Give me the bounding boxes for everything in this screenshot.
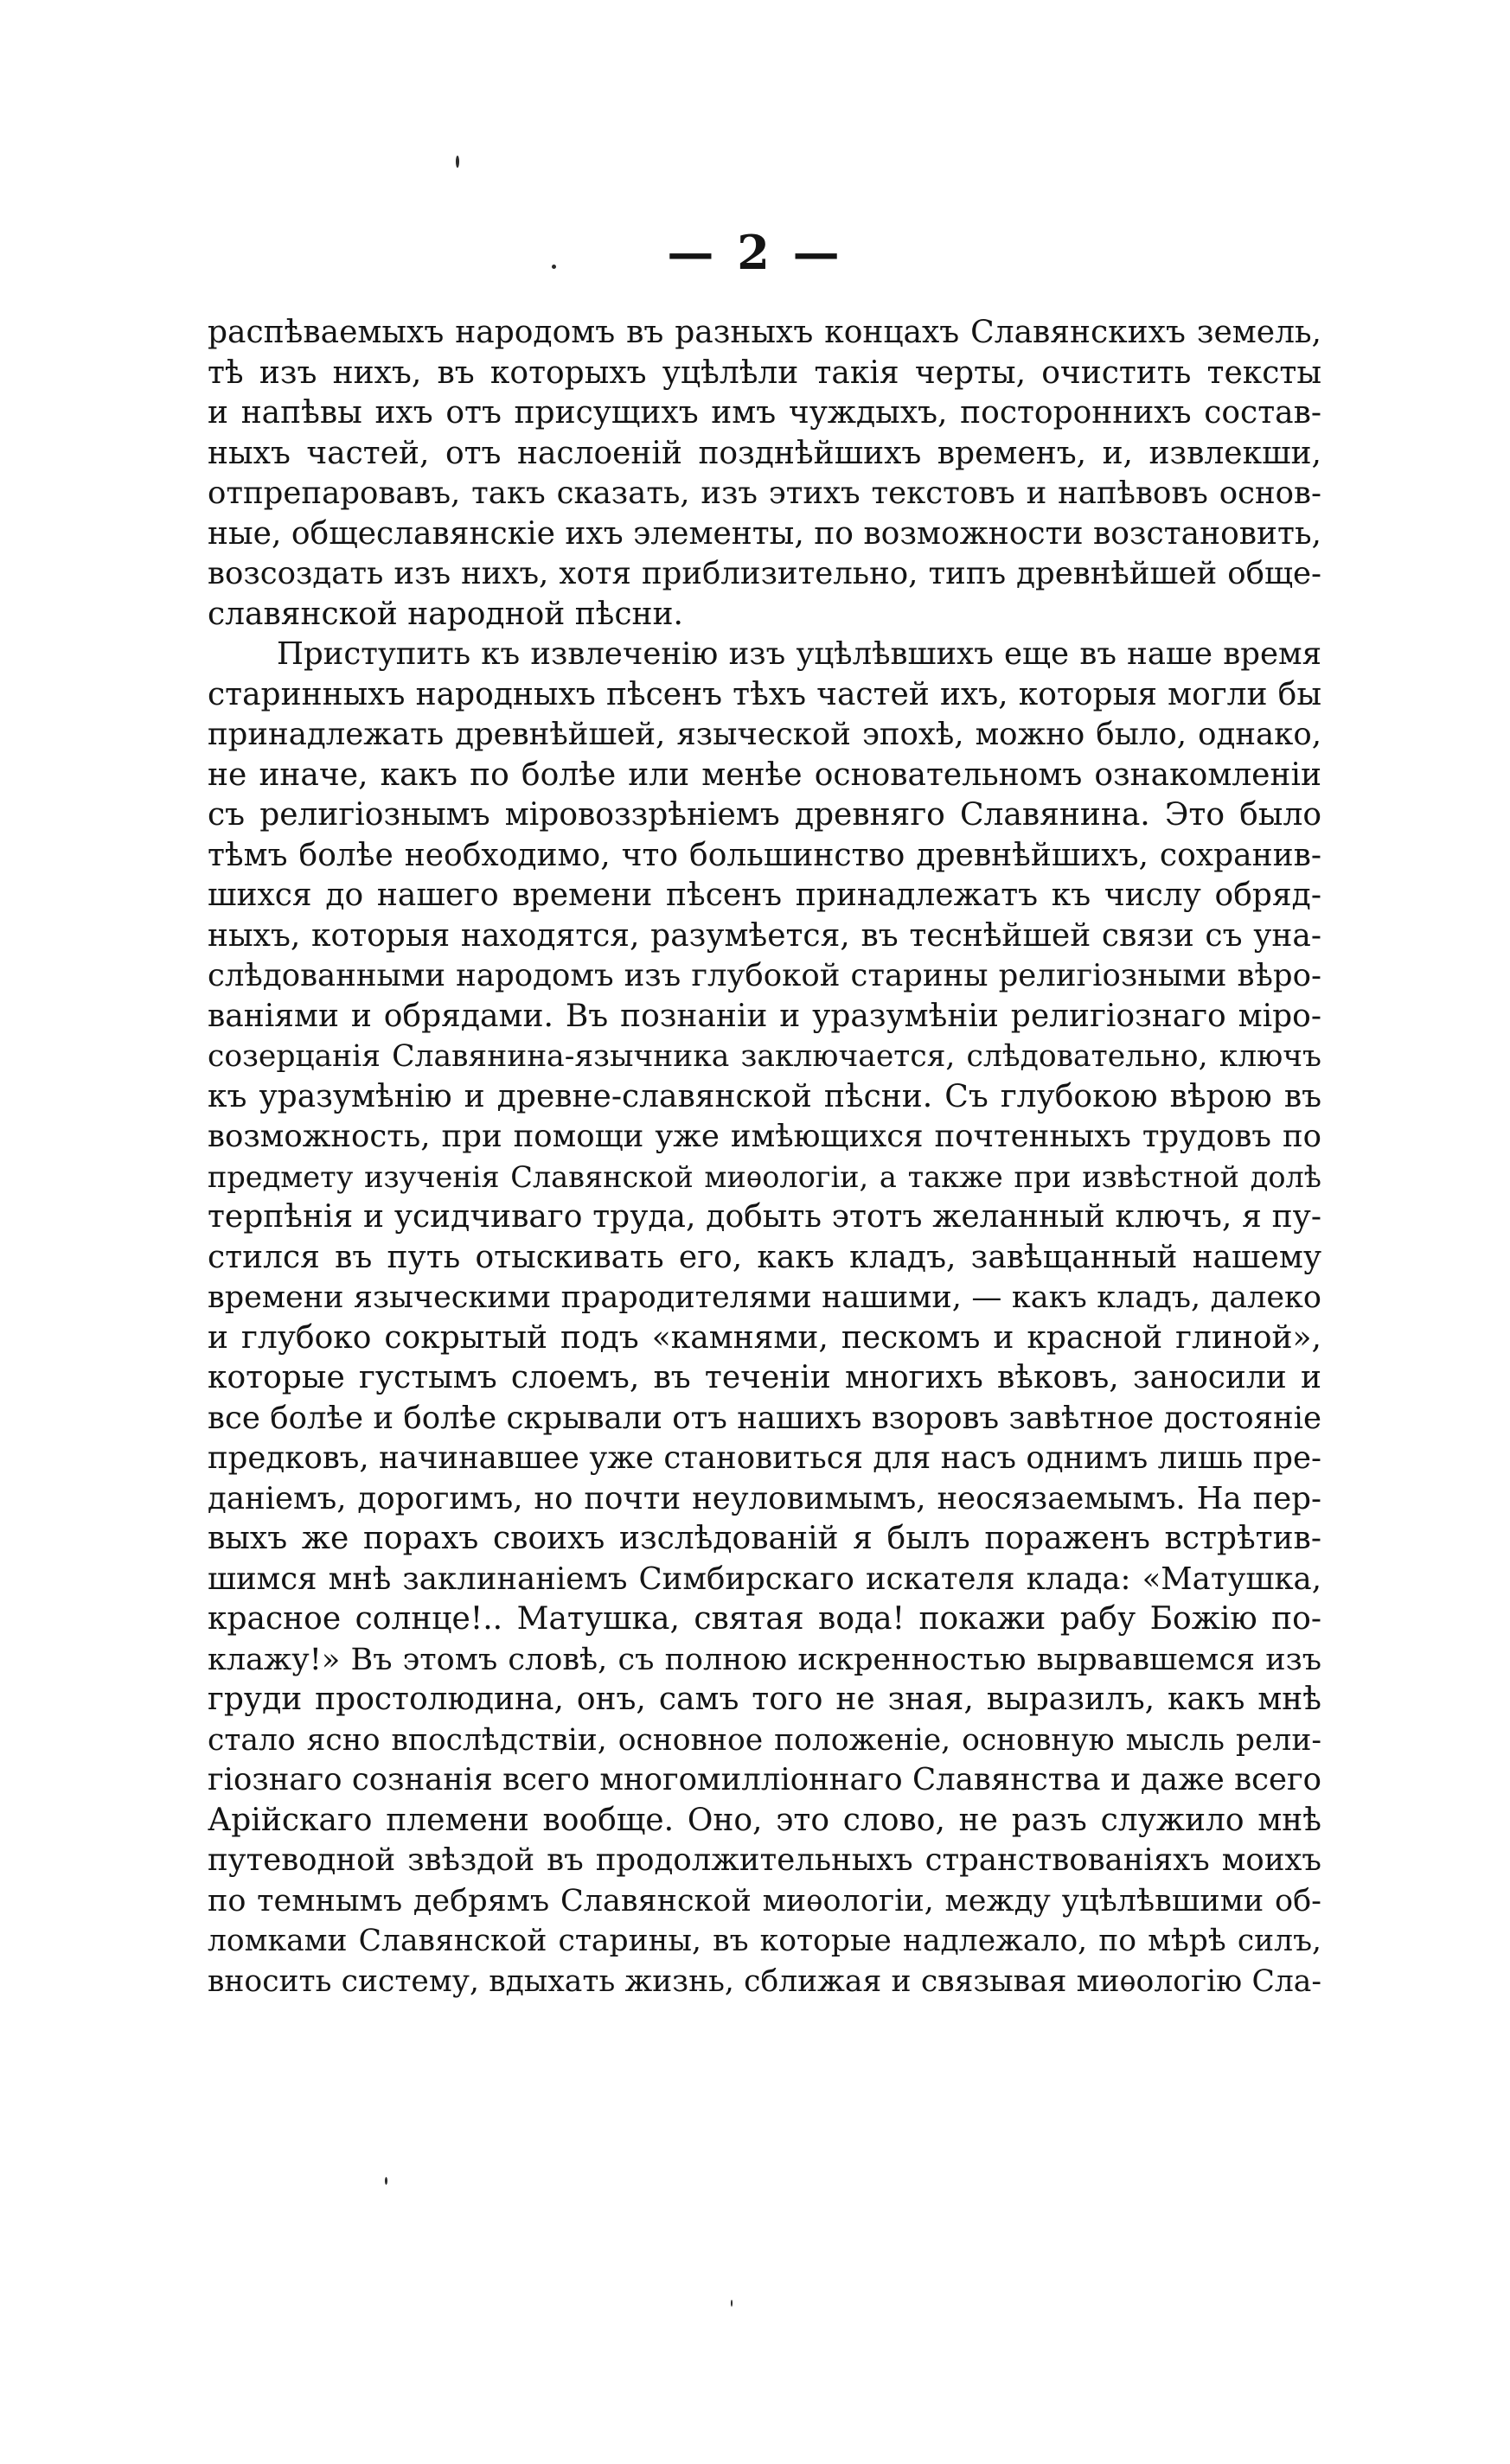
text-line: и глубоко сокрытый подъ «камнями, пескомъ и красной глиной», — [208, 1319, 1321, 1356]
text-line: тѣмъ болѣе необходимо, что большинство древнѣйшихъ, сохранив- — [208, 837, 1321, 873]
text-line: возсоздать изъ нихъ, хотя приблизительно, типъ древнѣйшей обще- — [208, 556, 1321, 591]
scan-speck — [456, 156, 459, 168]
text-line: все болѣе и болѣе скрывали отъ нашихъ взоровъ завѣтное достояніе — [208, 1400, 1321, 1436]
text-line: славянской народной пѣсни. — [208, 596, 683, 632]
text-line: стился въ путь отыскивать его, какъ кладъ, завѣщанный нашему — [208, 1239, 1321, 1275]
text-line: Приступить къ извлеченію изъ уцѣлѣвшихъ еще въ наше время — [277, 636, 1321, 672]
text-line: къ уразумѣнію и древне-славянской пѣсни. Съ глубокою вѣрою въ — [208, 1078, 1321, 1114]
text-line: созерцанія Славянина-язычника заключается, слѣдовательно, ключъ — [208, 1039, 1321, 1074]
text-line: шимся мнѣ заклинаніемъ Симбирскаго искателя клада: «Матушка, — [208, 1561, 1321, 1597]
text-line: предмету изученія Славянской миѳологіи, а также при извѣстной долѣ — [208, 1159, 1321, 1194]
text-line: тѣ изъ нихъ, въ которыхъ уцѣлѣли такія черты, очистить тексты — [208, 354, 1321, 391]
scan-speck — [731, 2300, 733, 2307]
text-line: красное солнце!.. Матушка, святая вода! покажи рабу Божію по- — [208, 1601, 1321, 1637]
page-number: — 2 — — [667, 225, 843, 280]
text-line: ломками Славянской старины, въ которые надлежало, по мѣрѣ силъ, — [208, 1924, 1321, 1958]
scan-speck — [385, 2177, 387, 2185]
text-line: терпѣнія и усидчиваго труда, добыть этотъ желанный ключъ, я пу- — [208, 1199, 1321, 1235]
text-line: клажу!» Въ этомъ словѣ, съ полною искренностью вырвавшемся изъ — [208, 1642, 1321, 1677]
text-line: ныхъ частей, отъ наслоеній позднѣйшихъ временъ, и, извлекши, — [208, 435, 1321, 471]
text-line: ные, общеславянскіе ихъ элементы, по возможности возстановить, — [208, 515, 1321, 552]
text-line: даніемъ, дорогимъ, но почти неуловимымъ, неосязаемымъ. На пер- — [208, 1480, 1321, 1516]
text-line: распѣваемыхъ народомъ въ разныхъ концахъ Славянскихъ земель, — [208, 315, 1321, 350]
text-line: которые густымъ слоемъ, въ теченіи многихъ вѣковъ, заносили и — [208, 1360, 1321, 1395]
text-line: стало ясно впослѣдствіи, основное положеніе, основную мысль рели- — [208, 1722, 1321, 1758]
text-line: Арійскаго племени вообще. Оно, это слово, не разъ служило мнѣ — [208, 1802, 1321, 1838]
text-line: предковъ, начинавшее уже становиться для насъ однимъ лишь пре- — [208, 1440, 1321, 1476]
text-line: шихся до нашего времени пѣсенъ принадлежатъ къ числу обряд- — [208, 878, 1321, 913]
text-line: по темнымъ дебрямъ Славянской миѳологіи, между уцѣлѣвшими об- — [208, 1883, 1321, 1918]
text-line: старинныхъ народныхъ пѣсенъ тѣхъ частей ихъ, которыя могли бы — [208, 676, 1321, 712]
text-line: съ религіознымъ міровоззрѣніемъ древняго Славянина. Это было — [208, 797, 1321, 833]
paragraph-2 — [208, 635, 1321, 2001]
text-line: отпрепаровавъ, такъ сказать, изъ этихъ текстовъ и напѣвовъ основ- — [208, 476, 1321, 511]
text-line: вносить систему, вдыхать жизнь, сближая и связывая миѳологію Сла- — [208, 1963, 1321, 1999]
text-line: слѣдованными народомъ изъ глубокой старины религіозными вѣро- — [208, 958, 1321, 993]
text-line: принадлежать древнѣйшей, языческой эпохѣ, можно было, однако, — [208, 717, 1321, 752]
text-line: груди простолюдина, онъ, самъ того не зная, выразилъ, какъ мнѣ — [208, 1682, 1321, 1717]
paragraph-1 — [208, 313, 1321, 635]
text-line: путеводной звѣздой въ продолжительныхъ странствованіяхъ моихъ — [208, 1842, 1321, 1878]
text-line: и напѣвы ихъ отъ присущихъ имъ чуждыхъ, постороннихъ состав- — [208, 395, 1321, 431]
body-text — [208, 313, 1321, 2001]
text-line: не иначе, какъ по болѣе или менѣе основательномъ ознакомленіи — [208, 756, 1321, 793]
text-line: возможность, при помощи уже имѣющихся почтенныхъ трудовъ по — [208, 1119, 1321, 1154]
text-line: ныхъ, которыя находятся, разумѣется, въ теснѣйшей связи съ уна- — [208, 917, 1321, 954]
text-line: ваніями и обрядами. Въ познаніи и уразумѣніи религіознаго міро- — [208, 998, 1321, 1034]
text-line: времени языческими прародителями нашими, — какъ кладъ, далеко — [208, 1280, 1321, 1315]
text-line: выхъ же порахъ своихъ изслѣдованій я былъ пораженъ встрѣтив- — [208, 1521, 1321, 1556]
text-line: гіознаго сознанія всего многомилліоннаго Славянства и даже всего — [208, 1762, 1321, 1797]
